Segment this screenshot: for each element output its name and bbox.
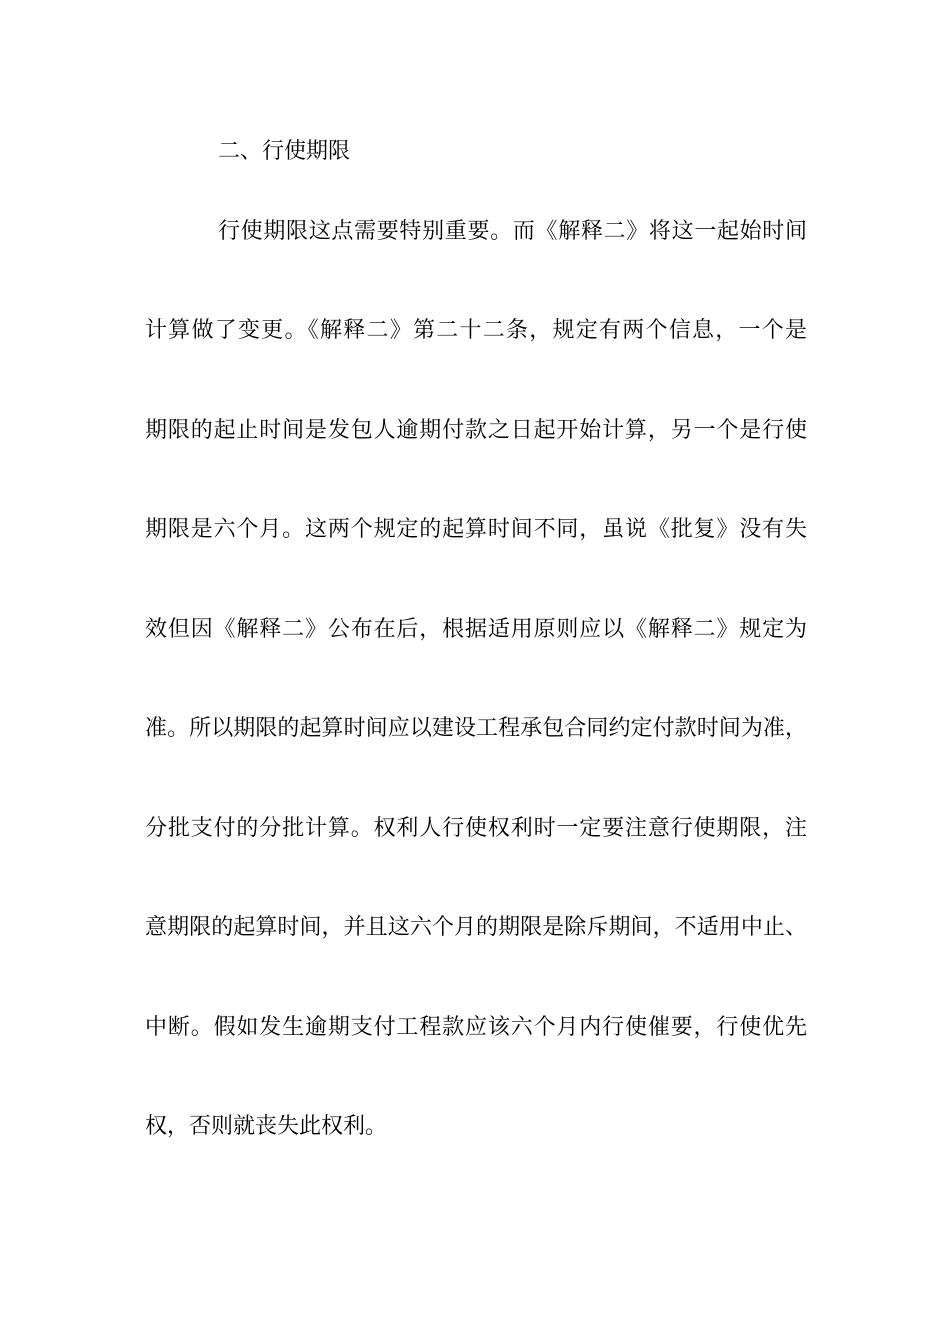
paragraph-line: 计算做了变更。《解释二》第二十二条，规定有两个信息，一个是 [145, 318, 807, 343]
paragraph-line: 行使期限这点需要特别重要。而《解释二》将这一起始时间 [218, 219, 807, 244]
paragraph-line: 期限的起止时间是发包人逾期付款之日起开始计算，另一个是行使 [145, 418, 807, 443]
paragraph-line: 中断。假如发生逾期支付工程款应该六个月内行使催要，行使优先 [145, 1015, 807, 1040]
paragraph-line: 期限是六个月。这两个规定的起算时间不同，虽说《批复》没有失 [145, 517, 807, 542]
section-heading: 二、行使期限 [218, 139, 351, 164]
paragraph-line: 意期限的起算时间，并且这六个月的期限是除斥期间，不适用中止、 [145, 915, 807, 940]
paragraph-line: 准。所以期限的起算时间应以建设工程承包合同约定付款时间为准， [145, 716, 807, 741]
paragraph-line: 权，否则就丧失此权利。 [145, 1114, 388, 1139]
paragraph-line: 分批支付的分批计算。权利人行使权利时一定要注意行使期限，注 [145, 816, 807, 841]
paragraph-line: 效但因《解释二》公布在后，根据适用原则应以《解释二》规定为 [145, 617, 807, 642]
